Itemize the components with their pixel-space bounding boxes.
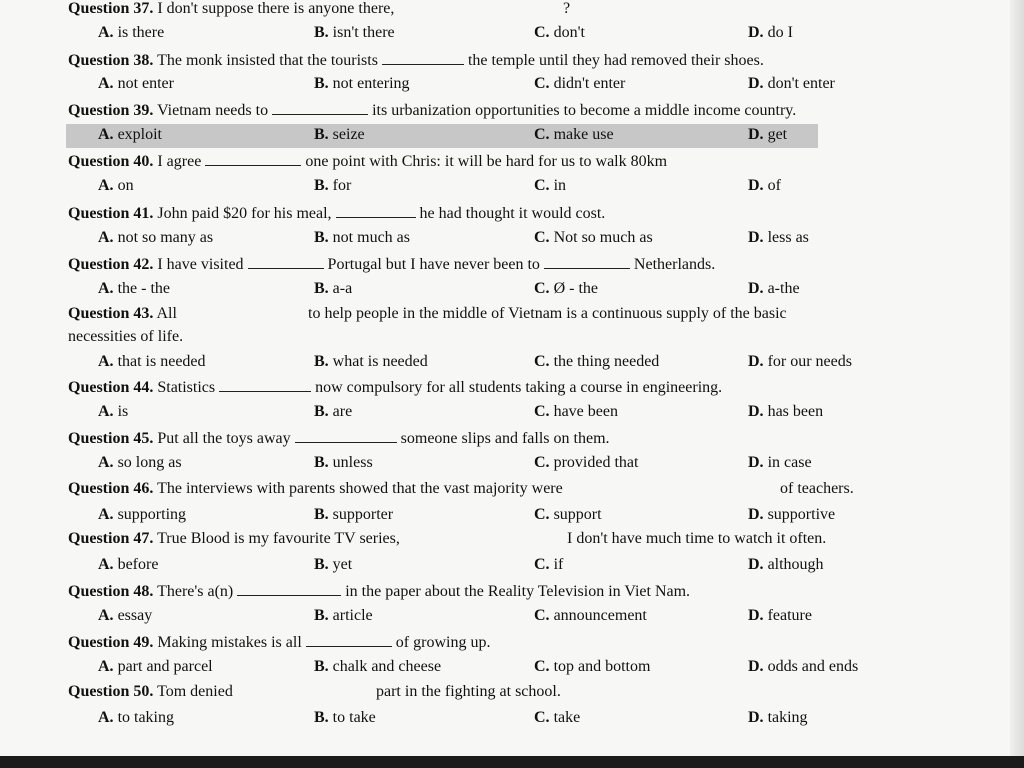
question-41 bbox=[68, 203, 605, 223]
question-stem-end: he had thought it would cost. bbox=[419, 205, 606, 222]
option-c[interactable]: C. Ø - the bbox=[534, 280, 598, 297]
option-b[interactable]: B. isn't there bbox=[314, 24, 395, 41]
answer-blank[interactable] bbox=[382, 50, 464, 65]
option-d[interactable]: D. taking bbox=[748, 709, 808, 726]
answer-blank[interactable] bbox=[336, 203, 416, 218]
option-a[interactable]: A. that is needed bbox=[98, 353, 206, 370]
question-stem: Vietnam needs to bbox=[157, 102, 269, 119]
question-42 bbox=[68, 254, 715, 274]
answer-blank[interactable] bbox=[544, 254, 630, 269]
option-c[interactable]: C. top and bottom bbox=[534, 658, 651, 675]
question-number: Question 37. bbox=[68, 0, 154, 17]
page-edge-shadow bbox=[1010, 0, 1024, 768]
option-d[interactable]: D. a-the bbox=[748, 280, 800, 297]
question-stem-end: its urbanization opportunities to become a middle income country. bbox=[372, 102, 797, 119]
question-number: Question 40. bbox=[68, 153, 154, 170]
question-stem: I agree bbox=[157, 153, 202, 170]
option-d[interactable]: D. odds and ends bbox=[748, 658, 859, 675]
option-c[interactable]: C. support bbox=[534, 506, 602, 523]
question-stem: I don't suppose there is anyone there, bbox=[157, 0, 395, 17]
option-c[interactable]: C. don't bbox=[534, 24, 585, 41]
option-b[interactable]: B. not entering bbox=[314, 75, 410, 92]
question-50 bbox=[68, 683, 233, 701]
question-stem: The monk insisted that the tourists bbox=[157, 52, 378, 69]
option-a[interactable]: A. supporting bbox=[98, 506, 187, 523]
option-c[interactable]: C. didn't enter bbox=[534, 75, 626, 92]
option-b[interactable]: B. supporter bbox=[314, 506, 394, 523]
question-stem: Making mistakes is all bbox=[157, 634, 302, 651]
question-40 bbox=[68, 151, 667, 171]
question-stem: Statistics bbox=[157, 379, 216, 396]
option-b[interactable]: B. chalk and cheese bbox=[314, 658, 442, 675]
option-d[interactable]: D. for our needs bbox=[748, 353, 852, 370]
question-number: Question 38. bbox=[68, 52, 154, 69]
question-number: Question 47. bbox=[68, 530, 154, 547]
question-number: Question 39. bbox=[68, 102, 154, 119]
option-d[interactable]: D. do I bbox=[748, 24, 793, 41]
question-44 bbox=[68, 377, 722, 397]
option-c[interactable]: C. provided that bbox=[534, 454, 639, 471]
option-a[interactable]: A. not enter bbox=[98, 75, 174, 92]
question-stem-end: part in the fighting at school. bbox=[376, 683, 561, 700]
option-a[interactable]: A. is there bbox=[98, 24, 165, 41]
option-a[interactable]: A. part and parcel bbox=[98, 658, 213, 675]
question-45 bbox=[68, 428, 610, 448]
question-number: Question 42. bbox=[68, 256, 154, 273]
question-46 bbox=[68, 480, 563, 498]
option-c[interactable]: C. Not so much as bbox=[534, 229, 653, 246]
question-stem: All bbox=[156, 305, 177, 322]
option-d[interactable]: D. although bbox=[748, 556, 824, 573]
option-d[interactable]: D. of bbox=[748, 177, 781, 194]
option-c[interactable]: C. in bbox=[534, 177, 567, 194]
question-stem: Tom denied bbox=[157, 683, 233, 700]
question-39 bbox=[68, 100, 796, 120]
option-a[interactable]: A. not so many as bbox=[98, 229, 214, 246]
question-number: Question 45. bbox=[68, 430, 154, 447]
question-stem-end: Netherlands. bbox=[633, 256, 716, 273]
option-b[interactable]: B. a-a bbox=[314, 280, 353, 297]
answer-blank[interactable] bbox=[205, 151, 301, 166]
option-b[interactable]: B. not much as bbox=[314, 229, 410, 246]
answer-blank[interactable] bbox=[248, 254, 324, 269]
question-number: Question 44. bbox=[68, 379, 154, 396]
answer-blank[interactable] bbox=[306, 632, 392, 647]
option-b[interactable]: B. for bbox=[314, 177, 352, 194]
question-number: Question 49. bbox=[68, 634, 154, 651]
question-stem-end: of teachers. bbox=[780, 480, 854, 497]
option-b[interactable]: B. what is needed bbox=[314, 353, 428, 370]
option-a[interactable]: A. to taking bbox=[98, 709, 174, 726]
question-43 bbox=[68, 305, 177, 323]
option-b[interactable]: B. to take bbox=[314, 709, 376, 726]
question-stem-end: of growing up. bbox=[395, 634, 491, 651]
question-number: Question 43. bbox=[68, 305, 154, 322]
option-a[interactable]: A. the - the bbox=[98, 280, 170, 297]
question-49 bbox=[68, 632, 490, 652]
option-d[interactable]: D. get bbox=[748, 126, 788, 143]
bottom-bar bbox=[0, 756, 1024, 768]
question-stem-end: in the paper about the Reality Television in Viet Nam. bbox=[345, 583, 691, 600]
question-number: Question 46. bbox=[68, 480, 154, 497]
option-a[interactable]: A. before bbox=[98, 556, 159, 573]
option-d[interactable]: D. has been bbox=[748, 403, 824, 420]
question-stem-end: the temple until they had removed their shoes. bbox=[467, 52, 764, 69]
question-48 bbox=[68, 581, 690, 601]
option-c[interactable]: C. the thing needed bbox=[534, 353, 660, 370]
answer-blank[interactable] bbox=[272, 100, 368, 115]
question-stem: I have visited bbox=[157, 256, 244, 273]
question-37 bbox=[68, 0, 394, 18]
question-stem: True Blood is my favourite TV series, bbox=[157, 530, 400, 547]
option-c[interactable]: C. have been bbox=[534, 403, 618, 420]
highlighted-option-row bbox=[66, 124, 818, 148]
answer-blank[interactable] bbox=[219, 377, 311, 392]
option-d[interactable]: D. less as bbox=[748, 229, 809, 246]
question-stem-end: someone slips and falls on them. bbox=[400, 430, 610, 447]
question-stem-middle: Portugal but I have never been to bbox=[327, 256, 540, 273]
question-stem-end: to help people in the middle of Vietnam is a continuous supply of the basic bbox=[308, 305, 787, 322]
option-a[interactable]: A. essay bbox=[98, 607, 153, 624]
option-c[interactable]: C. take bbox=[534, 709, 581, 726]
question-stem-end: ? bbox=[563, 0, 571, 17]
option-c[interactable]: C. announcement bbox=[534, 607, 647, 624]
option-a[interactable]: A. exploit bbox=[98, 126, 162, 143]
option-b[interactable]: B. yet bbox=[314, 556, 353, 573]
question-stem-end: I don't have much time to watch it often. bbox=[567, 530, 827, 547]
question-stem: John paid $20 for his meal, bbox=[157, 205, 332, 222]
question-number: Question 41. bbox=[68, 205, 154, 222]
option-b[interactable]: B. are bbox=[314, 403, 353, 420]
question-stem: There's a(n) bbox=[157, 583, 234, 600]
option-c[interactable]: C. make use bbox=[534, 126, 614, 143]
answer-blank[interactable] bbox=[237, 581, 341, 596]
option-d[interactable]: D. in case bbox=[748, 454, 812, 471]
option-a[interactable]: A. is bbox=[98, 403, 129, 420]
option-d[interactable]: D. feature bbox=[748, 607, 812, 624]
question-stem: Put all the toys away bbox=[157, 430, 291, 447]
option-b[interactable]: B. unless bbox=[314, 454, 373, 471]
option-a[interactable]: A. so long as bbox=[98, 454, 182, 471]
option-c[interactable]: C. if bbox=[534, 556, 564, 573]
question-stem-continuation: necessities of life. bbox=[68, 328, 184, 345]
option-b[interactable]: B. seize bbox=[314, 126, 365, 143]
question-number: Question 50. bbox=[68, 683, 154, 700]
question-stem: The interviews with parents showed that the vast majority were bbox=[157, 480, 563, 497]
question-stem-end: now compulsory for all students taking a course in engineering. bbox=[315, 379, 723, 396]
option-a[interactable]: A. on bbox=[98, 177, 134, 194]
question-38 bbox=[68, 50, 764, 70]
option-d[interactable]: D. supportive bbox=[748, 506, 836, 523]
question-stem-end: one point with Chris: it will be hard for us to walk 80km bbox=[305, 153, 668, 170]
question-47 bbox=[68, 530, 400, 548]
answer-blank[interactable] bbox=[295, 428, 397, 443]
option-b[interactable]: B. article bbox=[314, 607, 373, 624]
option-d[interactable]: D. don't enter bbox=[748, 75, 835, 92]
question-number: Question 48. bbox=[68, 583, 154, 600]
